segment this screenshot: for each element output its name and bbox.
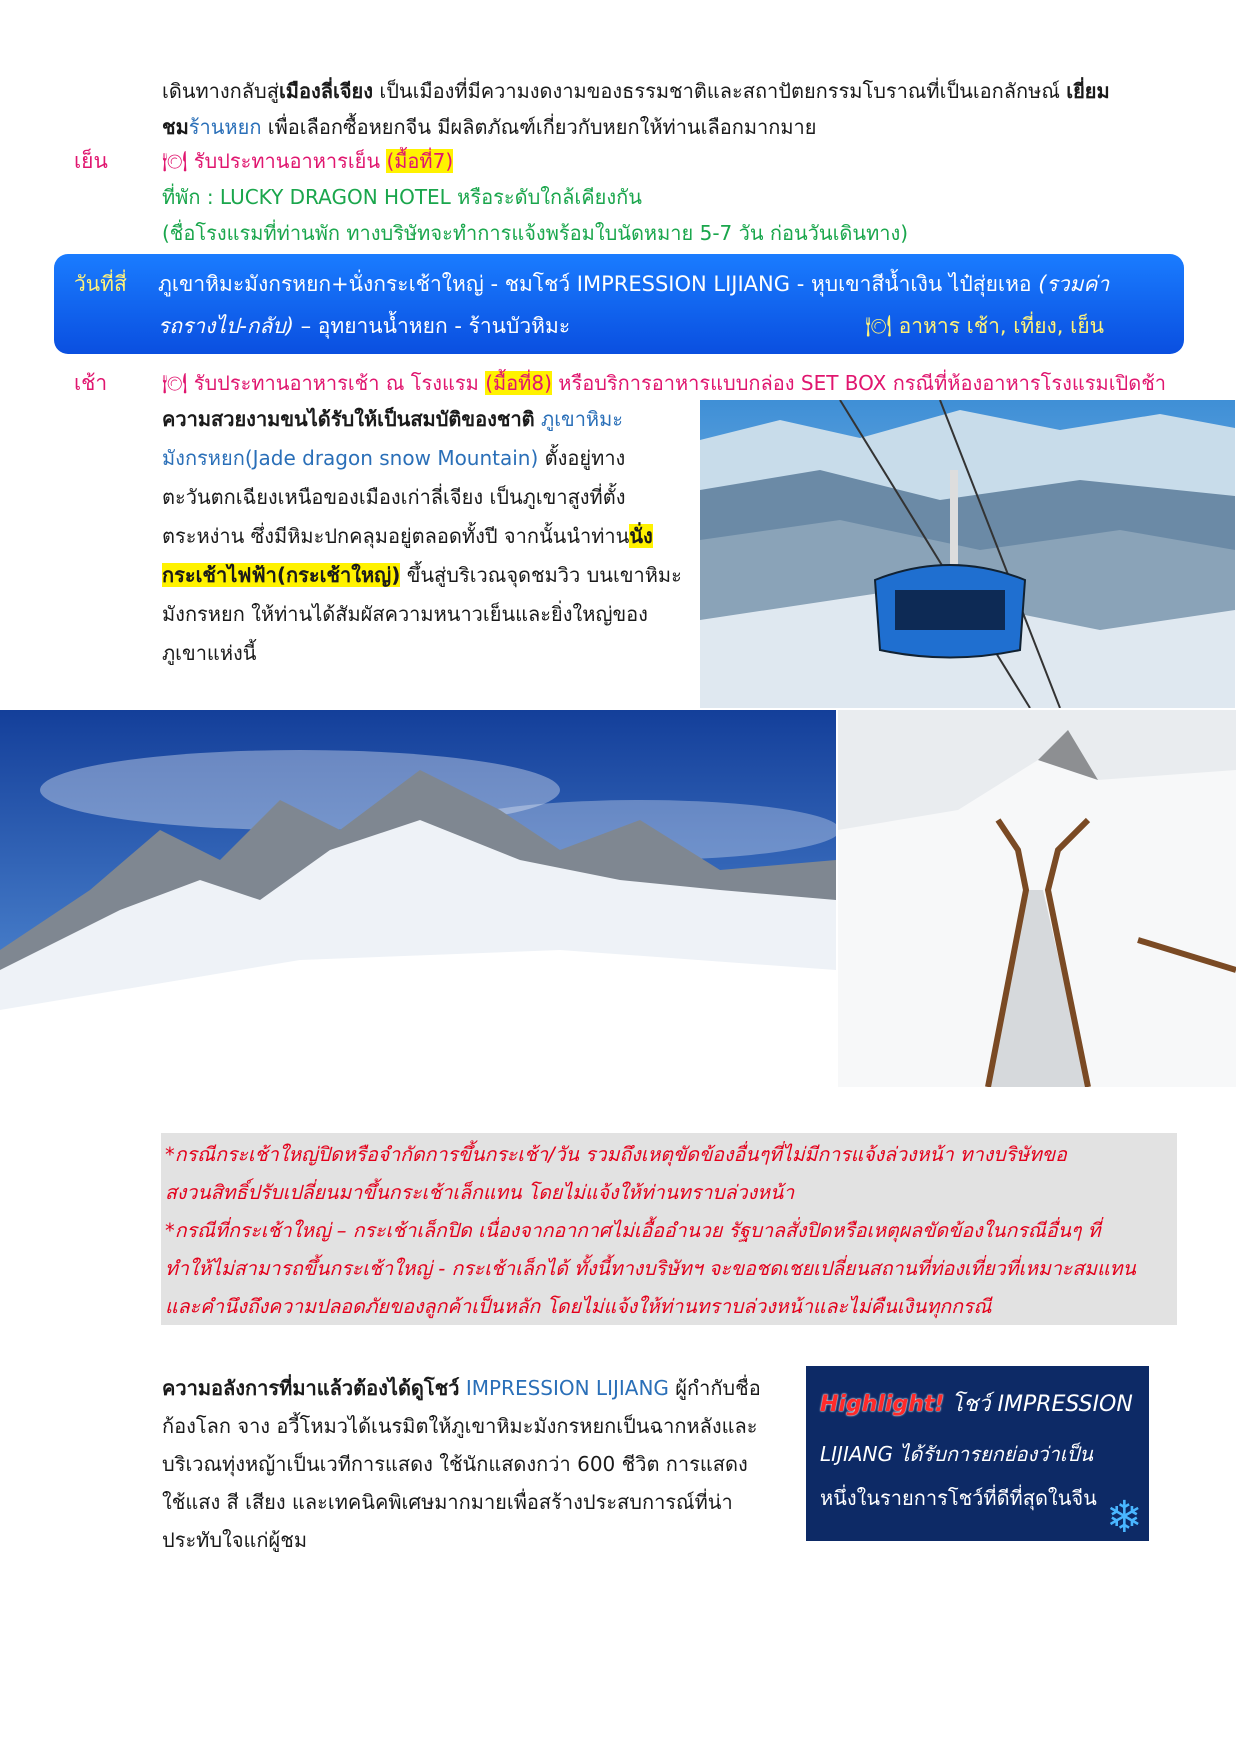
show-text: ประทับใจแก่ผู้ชม xyxy=(162,1528,308,1552)
jade-shop: ร้านหยก xyxy=(188,115,262,139)
mountain-paragraph xyxy=(162,400,682,673)
meal-number: (มื้อที่7) xyxy=(386,149,454,173)
cable-car-photo xyxy=(700,400,1235,708)
mountain-text: มังกรหยก ให้ท่านได้สัมผัสความหนาวเย็นและยิ่งใหญ่ของ xyxy=(162,602,648,626)
dinner-label: เย็น xyxy=(74,149,108,173)
visit-word: ชม xyxy=(162,115,189,139)
mountain-text: ตะวันตกเฉียงเหนือของเมืองเก่าลี่เจียง เป็นภูเขาสูงที่ตั้ง xyxy=(162,485,626,509)
intro-line-1 xyxy=(162,74,1110,108)
notice-line: สงวนสิทธิ์ปรับเปลี่ยนมาขึ้นกระเช้าเล็กแทน โดยไม่แจ้งให้ท่านทราบล่วงหน้า xyxy=(165,1181,795,1204)
show-headline: ความอลังการที่มาแล้วต้องได้ดูโชว์ xyxy=(162,1376,460,1400)
intro-text: เพื่อเลือกซื้อหยกจีน มีผลิตภัณฑ์เกี่ยวกับหยกให้ท่านเลือกมากมาย xyxy=(261,115,817,139)
day-4-meals: 🍽 อาหาร เช้า, เที่ยง, เย็น xyxy=(865,314,1104,338)
itinerary-text: ภูเขาหิมะมังกรหยก+นั่งกระเช้าใหญ่ - ชมโชว์ IMPRESSION LIJIANG - หุบเขาสีน้ำเงิน ไป๋สุ่ยเหอ xyxy=(158,272,1039,296)
mountain-headline: ความสวยงามขนได้รับให้เป็นสมบัติของชาติ xyxy=(162,407,535,431)
show-name: IMPRESSION LIJIANG xyxy=(459,1376,669,1400)
notice-line: *กรณีกระเช้าใหญ่ปิดหรือจำกัดการขึ้นกระเช้า/วัน รวมถึงเหตุขัดข้องอื่นๆที่ไม่มีการแจ้งล่วงหน้า ทางบริษัทขอ xyxy=(165,1143,1067,1166)
highlight-text: LIJIANG ได้รับการยกย่องว่าเป็น xyxy=(820,1442,1093,1466)
show-paragraph xyxy=(162,1369,802,1559)
highlight-text: โชว์ IMPRESSION xyxy=(944,1392,1133,1417)
intro-text: เดินทางกลับสู่ xyxy=(162,79,279,103)
breakfast-line xyxy=(162,366,1166,400)
mountain-text: ตั้งอยู่ทาง xyxy=(538,446,626,470)
cable-car-notice xyxy=(161,1133,1177,1325)
itinerary-note: รถรางไป-กลับ) xyxy=(158,314,294,338)
meal-number: (มื้อที่8) xyxy=(485,371,552,395)
cable-car-highlight: นั่ง xyxy=(629,524,653,548)
highlight-word: Highlight! xyxy=(820,1392,945,1417)
breakfast-text: หรือบริการอาหารแบบกล่อง SET BOX กรณีที่ห้องอาหารโรงแรมเปิดช้า xyxy=(551,371,1167,395)
mountain-text: ภูเขาแห่งนี้ xyxy=(162,641,257,665)
visit-word: เยี่ยม xyxy=(1066,79,1110,103)
lijiang-city: เมืองลี่เจียง xyxy=(278,79,374,103)
show-text: บริเวณทุ่งหญ้าเป็นเวทีการแสดง ใช้นักแสดงกว่า 600 ชีวิต การแสดง xyxy=(162,1452,748,1476)
show-text: ก้องโลก จาง อวี้โหมวได้เนรมิตให้ภูเขาหิมะมังกรหยกเป็นฉากหลังและ xyxy=(162,1414,758,1438)
dinner-line xyxy=(162,144,453,178)
notice-line: *กรณีที่กระเช้าใหญ่ – กระเช้าเล็กปิด เนื่องจากอากาศไม่เอื้ออำนวย รัฐบาลสั่งปิดหรือเหตุผลขัดข้องในกรณีอื่นๆ ที่ xyxy=(165,1219,1101,1242)
show-text: ใช้แสง สี เสียง และเทคนิคพิเศษมากมายเพื่อสร้างประสบการณ์ที่น่า xyxy=(162,1490,733,1514)
mountain-name: มังกรหยก(Jade dragon snow Mountain) xyxy=(162,446,539,470)
cable-car-highlight: กระเช้าไฟฟ้า(กระเช้าใหญ่) xyxy=(162,563,401,587)
day-label: วันที่สี่ xyxy=(74,272,127,296)
highlight-text: หนึ่งในรายการโชว์ที่ดีที่สุดในจีน xyxy=(820,1486,1097,1510)
snow-mountain-photo xyxy=(0,710,836,1087)
day-4-itinerary-line-2 xyxy=(158,310,570,343)
mountain-text: ขึ้นสู่บริเวณจุดชมวิว บนเขาหิมะ xyxy=(400,563,682,587)
notice-line: และคำนึงถึงความปลอดภัยของลูกค้าเป็นหลัก โดยไม่แจ้งให้ท่านทราบล่วงหน้าและไม่คืนเงินทุกกรณี xyxy=(165,1295,992,1318)
mountain-text: ตระหง่าน ซึ่งมีหิมะปกคลุมอยู่ตลอดทั้งปี จากนั้นนำท่าน xyxy=(162,524,630,548)
day-4-banner xyxy=(54,254,1184,354)
highlight-box xyxy=(806,1366,1149,1541)
intro-line-2 xyxy=(162,110,816,144)
hotel-line: ที่พัก : LUCKY DRAGON HOTEL หรือระดับใกล้เคียงกัน xyxy=(162,185,642,209)
snowflake-icon: ❄ xyxy=(1106,1492,1143,1543)
itinerary-note: (รวมค่า xyxy=(1038,272,1110,296)
boardwalk-photo xyxy=(838,710,1236,1087)
breakfast-text: 🍽 รับประทานอาหารเช้า ณ โรงแรม xyxy=(162,371,486,395)
hotel-note: (ชื่อโรงแรมที่ท่านพัก ทางบริษัทจะทำการแจ้งพร้อมใบนัดหมาย 5-7 วัน ก่อนวันเดินทาง) xyxy=(162,221,909,245)
show-text: ผู้กำกับชื่อ xyxy=(668,1376,761,1400)
day-4-itinerary-line-1 xyxy=(158,268,1109,301)
dinner-text: 🍽 รับประทานอาหารเย็น xyxy=(162,149,387,173)
itinerary-text: – อุทยานน้ำหยก - ร้านบัวหิมะ xyxy=(293,314,571,338)
breakfast-label: เช้า xyxy=(74,371,108,395)
mountain-name: ภูเขาหิมะ xyxy=(534,407,624,431)
intro-text: เป็นเมืองที่มีความงดงามของธรรมชาติและสถาปัตยกรรมโบราณที่เป็นเอกลักษณ์ xyxy=(373,79,1067,103)
notice-line: ทำให้ไม่สามารถขึ้นกระเช้าใหญ่ - กระเช้าเล็กได้ ทั้งนี้ทางบริษัทฯ จะขอชดเชยเปลี่ยนสถานที่ท่องเที่ยวที่เหมาะสมแทน xyxy=(165,1257,1136,1280)
